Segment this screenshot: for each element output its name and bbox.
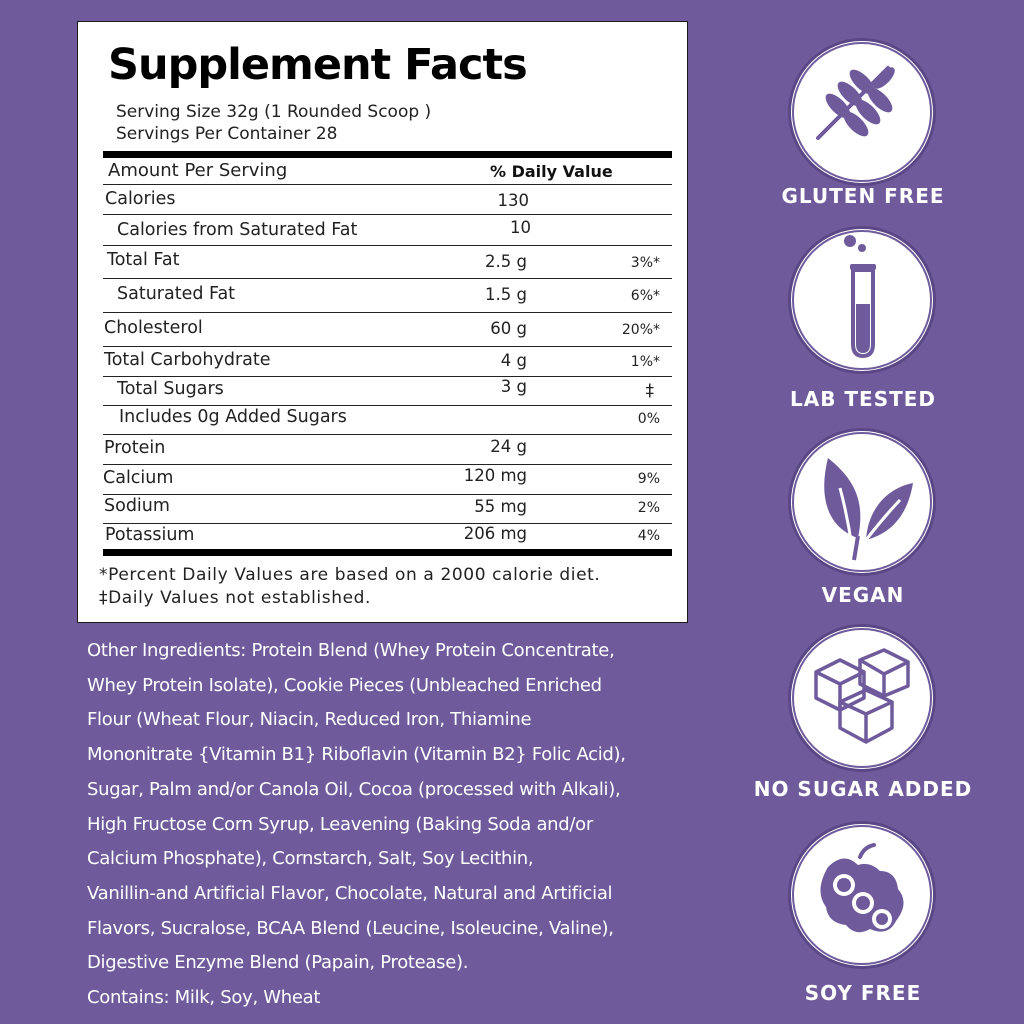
row-amount: 130 [497,191,529,210]
facts-row [103,405,672,434]
daily-value-header: % Daily Value [490,162,613,181]
contains-allergens: Contains: Milk, Soy, Wheat [87,987,321,1009]
facts-row [103,494,672,523]
supplement-facts-panel [77,21,688,623]
servings-per-container: Servings Per Container 28 [116,124,338,144]
ingredients-line: High Fructose Corn Syrup, Leavening (Baking Soda and/or [87,813,593,835]
ingredients-line: Flour (Wheat Flour, Niacin, Reduced Iron, Thiamine [87,709,532,731]
thick-rule-top [103,151,672,158]
facts-row [103,214,672,245]
facts-row [103,523,672,549]
facts-row [103,346,672,376]
footnote-daily-values: *Percent Daily Values are based on a 2000 calorie diet. [99,565,601,585]
row-daily-value: 0% [637,411,660,427]
row-amount: 60 g [490,319,527,338]
amount-per-serving-header: Amount Per Serving [108,160,288,181]
row-daily-value: 6%* [630,288,660,304]
ingredients-line: Digestive Enzyme Blend (Papain, Protease). [87,952,469,974]
serving-size: Serving Size 32g (1 Rounded Scoop ) [116,102,432,122]
row-amount: 206 mg [463,524,527,543]
badge-label-lab-tested: LAB TESTED [789,387,937,411]
row-label: Calories [105,189,176,209]
row-label: Potassium [105,525,195,545]
row-daily-value: 2% [637,500,660,516]
ingredients-line: Whey Protein Isolate), Cookie Pieces (Unbleached Enriched [87,674,602,696]
badge-label-soy-free: SOY FREE [804,981,922,1005]
row-label: Total Carbohydrate [104,350,271,370]
row-label: Total Fat [107,250,180,270]
row-amount: 24 g [490,437,527,456]
leaf-icon [788,428,936,576]
badge-label-no-sugar-added: NO SUGAR ADDED [753,777,973,801]
ingredients-line: Sugar, Palm and/or Canola Oil, Cocoa (processed with Alkali), [87,778,621,800]
row-daily-value: 20%* [621,322,660,338]
row-daily-value: 1%* [630,354,660,370]
row-label: Saturated Fat [117,284,236,304]
thick-rule-bottom [103,549,672,556]
ingredients-text [87,634,677,1016]
ingredients-line: Flavors, Sucralose, BCAA Blend (Leucine, Isoleucine, Valine), [87,917,614,939]
badge-label-gluten-free: GLUTEN FREE [781,184,945,208]
test-tube-icon [788,226,936,374]
wheat-icon [788,38,936,186]
ingredients-line: Mononitrate {Vitamin B1} Riboflavin (Vitamin B2} Folic Acid), [87,744,626,766]
row-label: Protein [104,438,166,458]
footnote-not-established: ‡Daily Values not established. [99,588,372,608]
soy-free-badge [788,821,936,969]
row-label: Cholesterol [104,318,203,338]
facts-row [103,312,672,346]
row-label: Total Sugars [117,379,224,399]
row-daily-value: 9% [637,471,660,487]
facts-row [103,376,672,405]
row-amount: 3 g [500,377,527,396]
facts-row [103,278,672,312]
row-amount: 1.5 g [485,285,527,304]
facts-row [103,245,672,278]
facts-row [103,184,672,214]
no-sugar-added-badge [788,624,936,772]
badge-label-vegan: VEGAN [821,583,905,607]
row-label: Calcium [103,468,174,488]
sugar-cubes-icon [788,624,936,772]
facts-title: Supplement Facts [108,40,527,90]
soybean-icon [788,821,936,969]
row-amount: 55 mg [474,497,527,516]
row-amount: 2.5 g [485,252,527,271]
facts-row [103,464,672,494]
row-label: Includes 0g Added Sugars [119,407,347,427]
row-daily-value: 3%* [630,255,660,271]
row-label: Sodium [104,496,170,516]
gluten-free-badge [788,38,936,186]
row-amount: 10 [510,218,531,237]
row-amount: 4 g [500,351,527,370]
ingredients-line: Other Ingredients: Protein Blend (Whey Protein Concentrate, [87,640,615,661]
row-amount: 120 mg [463,466,527,485]
row-label: Calories from Saturated Fat [117,220,358,240]
row-daily-value: 4% [637,528,660,544]
ingredients-line: Vanillin-and Artificial Flavor, Chocolate, Natural and Artificial [87,882,613,904]
facts-row [103,434,672,464]
vegan-badge [788,428,936,576]
ingredients-line: Calcium Phosphate), Cornstarch, Salt, Soy Lecithin, [87,848,534,870]
row-daily-value: ‡ [645,381,654,401]
lab-tested-badge [788,226,936,374]
